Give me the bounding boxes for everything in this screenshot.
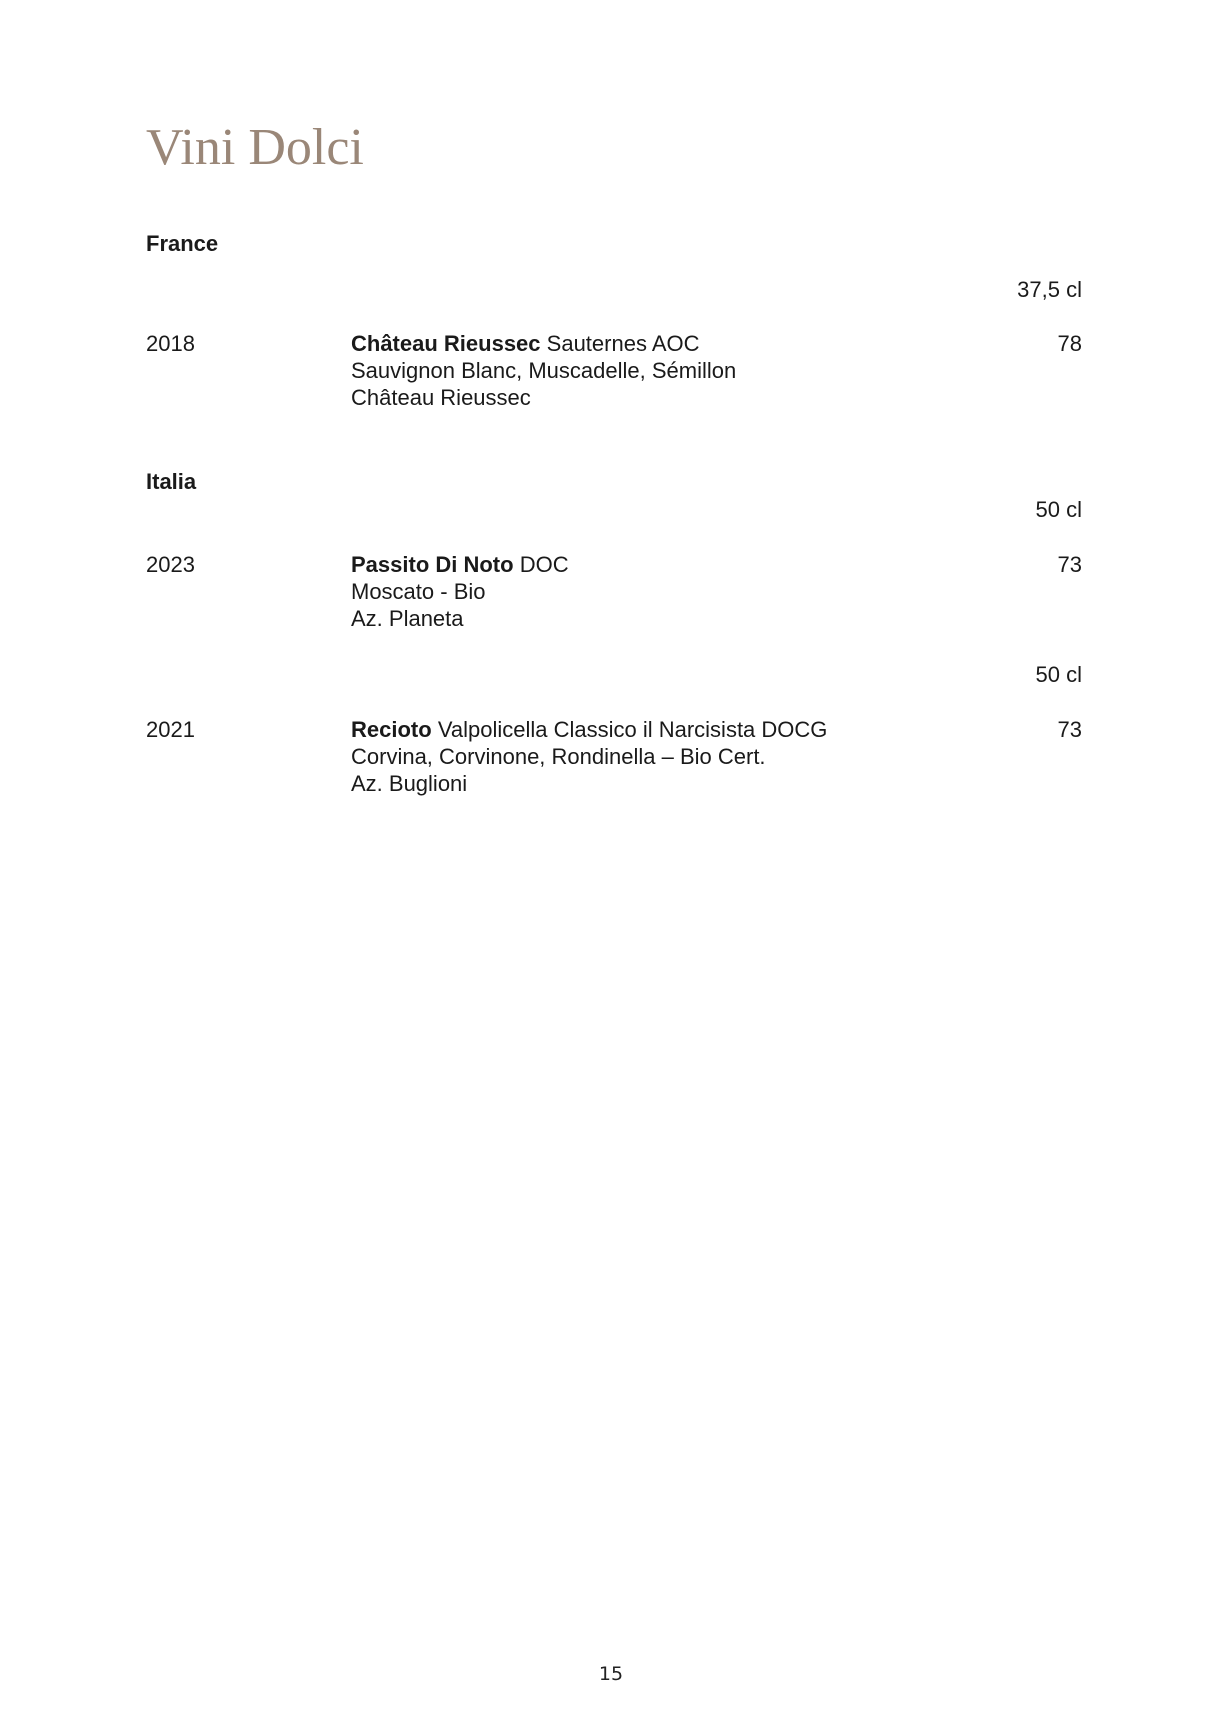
wine-appellation: DOC <box>519 552 569 577</box>
wine-producer: Château Rieussec <box>351 385 531 410</box>
wine-vintage: 2018 <box>146 331 195 356</box>
page-title: Vini Dolci <box>146 119 364 176</box>
wine-grapes: Moscato - Bio <box>351 579 486 604</box>
wine-vintage: 2023 <box>146 552 195 577</box>
wine-grapes: Sauvignon Blanc, Muscadelle, Sémillon <box>351 358 737 383</box>
page-number: 15 <box>598 1663 624 1685</box>
bottle-size: 50 cl <box>1035 662 1082 687</box>
wine-name: Château Rieussec <box>351 331 541 356</box>
wine-price: 73 <box>1057 552 1082 577</box>
wine-name: Passito Di Noto <box>351 552 514 577</box>
wine-title-line <box>351 330 736 357</box>
wine-title-line <box>351 716 827 743</box>
bottle-size: 50 cl <box>1035 497 1082 522</box>
wine-grapes: Corvina, Corvinone, Rondinella – Bio Cert. <box>351 744 766 769</box>
section-label-italia: Italia <box>146 469 197 494</box>
wine-entry <box>351 330 736 411</box>
wine-title-line <box>351 551 569 578</box>
wine-entry <box>351 716 827 797</box>
wine-price: 73 <box>1057 717 1082 742</box>
bottle-size: 37,5 cl <box>1017 277 1082 302</box>
wine-entry <box>351 551 569 632</box>
wine-vintage: 2021 <box>146 717 195 742</box>
wine-producer: Az. Planeta <box>351 606 464 631</box>
wine-name: Recioto <box>351 717 432 742</box>
wine-producer: Az. Buglioni <box>351 771 468 796</box>
wine-price: 78 <box>1057 331 1082 356</box>
wine-appellation: Valpolicella Classico il Narcisista DOCG <box>437 717 828 742</box>
wine-appellation: Sauternes AOC <box>546 331 700 356</box>
section-label-france: France <box>146 231 219 256</box>
